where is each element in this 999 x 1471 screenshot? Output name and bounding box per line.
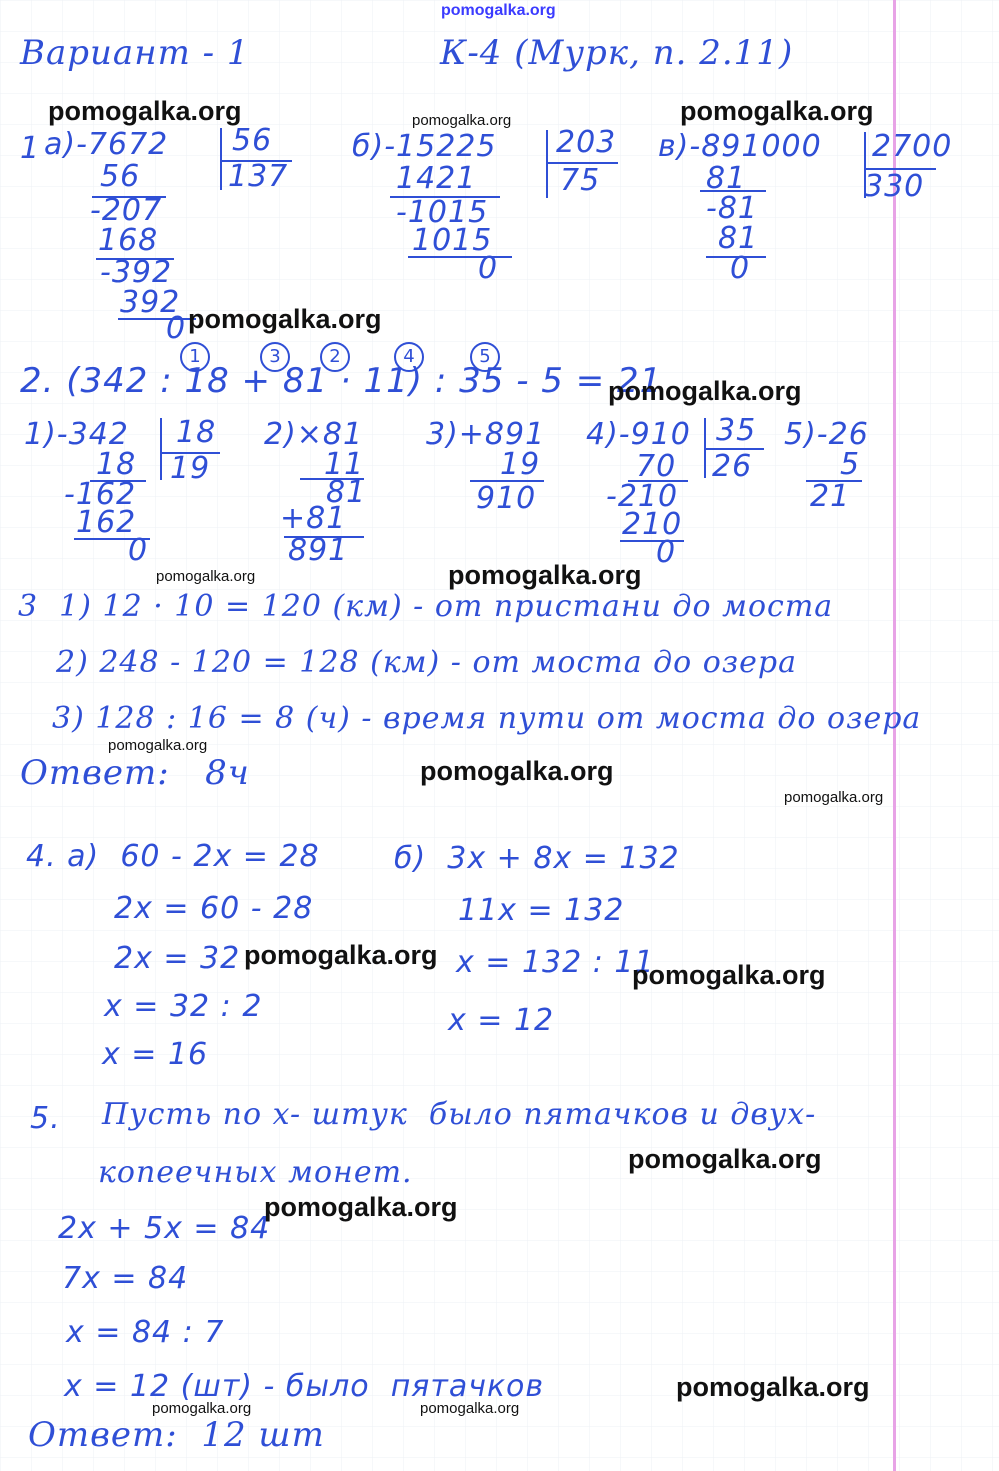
watermark: pomogalka.org: [188, 304, 382, 334]
task2-s4-divisor: 35: [716, 413, 757, 448]
task1c-step-1: 81: [706, 161, 747, 196]
watermark: pomogalka.org: [608, 376, 802, 406]
watermark: pomogalka.org: [412, 112, 512, 129]
task2-s2-partial-2: +81: [280, 501, 347, 536]
task2-s5-subtrahend: 5: [840, 447, 861, 482]
task1c-remainder: 0: [730, 251, 751, 286]
task2-s1-dividend: 1)-342: [24, 417, 129, 452]
task1b-remainder: 0: [478, 251, 499, 286]
watermark: pomogalka.org: [420, 1400, 520, 1417]
task1c-divisor: 2700: [872, 129, 953, 164]
task2-s1-step-1: 18: [96, 447, 137, 482]
task2-s2-factor: 11: [324, 447, 365, 482]
task4a-line-5: x = 16: [102, 1037, 209, 1072]
task1-label: 1: [20, 131, 41, 166]
task5-text-line-1: Пусть по x- штук было пятачков и двух-: [102, 1097, 817, 1132]
task1b-step-1: 1421: [396, 161, 477, 196]
task5-eq-2: 7x = 84: [62, 1261, 189, 1296]
task5-text-line-2: копеечных монет.: [98, 1155, 413, 1190]
task1a-step-4: -392: [100, 255, 173, 290]
task3-line-1: 3 1) 12 · 10 = 120 (км) - от пристани до моста: [18, 589, 834, 624]
task5-answer: Ответ: 12 шт: [28, 1415, 325, 1455]
task1b-step-2: -1015: [396, 195, 489, 230]
task2-s4-step-3: 210: [622, 507, 683, 542]
task4b-line-1: б) 3x + 8x = 132: [394, 841, 680, 876]
header-variant: Вариант - 1: [20, 33, 250, 73]
task1b-quotient: 75: [560, 163, 601, 198]
task1a-step-2: -207: [90, 193, 163, 228]
task2-s1-step-2: -162: [64, 477, 137, 512]
task1a-quotient: 137: [228, 159, 289, 194]
task2-s3-addend: 19: [500, 447, 541, 482]
task4a-line-2: 2x = 60 - 28: [114, 891, 314, 926]
task4b-line-4: x = 12: [448, 1003, 555, 1038]
task2-s4-step-1: 70: [636, 449, 677, 484]
task2-s2-partial-1: 81: [326, 475, 367, 510]
task2-expression: 2. (342 : 18 + 81 · 11) : 35 - 5 = 21: [20, 361, 663, 401]
task2-s1-step-3: 162: [76, 505, 137, 540]
watermark: pomogalka.org: [152, 1400, 252, 1417]
task1c-step-3: 81: [718, 221, 759, 256]
order-mark-1: 1: [180, 342, 210, 372]
watermark: pomogalka.org: [264, 1192, 458, 1222]
task4a-line-4: x = 32 : 2: [104, 989, 263, 1024]
task2-s5-result: 21: [810, 479, 851, 514]
task1a-step-3: 168: [98, 223, 159, 258]
watermark: pomogalka.org: [680, 96, 874, 126]
watermark: pomogalka.org: [48, 96, 242, 126]
task2-s1-remainder: 0: [128, 533, 149, 568]
task1a-step-1: 56: [100, 159, 141, 194]
header-test: К-4 (Мурк, п. 2.11): [440, 33, 794, 73]
watermark: pomogalka.org: [676, 1372, 870, 1402]
task1b-divisor: 203: [556, 125, 617, 160]
watermark-top: pomogalka.org: [441, 2, 556, 19]
task1b-dividend: б)-15225: [352, 129, 497, 164]
watermark: pomogalka.org: [784, 789, 884, 806]
order-mark-5: 5: [470, 342, 500, 372]
task1c-step-2: -81: [706, 191, 758, 226]
task2-s2-top: 2)×81: [264, 417, 364, 452]
task1a-dividend: а)-7672: [44, 127, 169, 162]
task1a-step-5: 392: [120, 285, 181, 320]
task2-s3-sum: 910: [476, 481, 537, 516]
watermark: pomogalka.org: [628, 1144, 822, 1174]
task2-s4-dividend: 4)-910: [586, 417, 691, 452]
task2-s1-divisor: 18: [176, 415, 217, 450]
watermark: pomogalka.org: [448, 560, 642, 590]
order-mark-2: 3: [260, 342, 290, 372]
task5-eq-1: 2x + 5x = 84: [58, 1211, 271, 1246]
task2-s4-quotient: 26: [712, 449, 753, 484]
task2-s4-step-2: -210: [606, 479, 679, 514]
task4b-line-2: 11x = 132: [458, 893, 625, 928]
task3-line-2: 2) 248 - 120 = 128 (км) - от моста до озера: [56, 645, 797, 680]
task4a-line-1: 4. а) 60 - 2x = 28: [26, 839, 320, 874]
order-mark-3: 2: [320, 342, 350, 372]
watermark: pomogalka.org: [108, 737, 208, 754]
watermark: pomogalka.org: [244, 940, 438, 970]
task2-s1-quotient: 19: [170, 451, 211, 486]
task2-s3-top: 3)+891: [426, 417, 546, 452]
task4a-line-3: 2x = 32: [114, 941, 241, 976]
task2-s4-remainder: 0: [656, 535, 677, 570]
task1a-divisor: 56: [232, 123, 273, 158]
task1b-step-3: 1015: [412, 223, 493, 258]
task3-line-3: 3) 128 : 16 = 8 (ч) - время пути от моста до озера: [52, 701, 922, 736]
watermark: pomogalka.org: [420, 756, 614, 786]
watermark: pomogalka.org: [156, 568, 256, 585]
task1a-remainder: 0: [166, 311, 187, 346]
task5-eq-3: x = 84 : 7: [66, 1315, 225, 1350]
task3-answer: Ответ: 8ч: [20, 753, 250, 793]
task2-s5-top: 5)-26: [784, 417, 869, 452]
task1c-quotient: 330: [864, 169, 925, 204]
task2-s2-product: 891: [288, 533, 349, 568]
order-mark-4: 4: [394, 342, 424, 372]
task1c-dividend: в)-891000: [658, 129, 822, 164]
watermark: pomogalka.org: [632, 960, 826, 990]
task5-label: 5.: [30, 1101, 61, 1136]
task5-eq-4: x = 12 (шт) - было пятачков: [64, 1369, 545, 1404]
task4b-line-3: x = 132 : 11: [456, 945, 655, 980]
